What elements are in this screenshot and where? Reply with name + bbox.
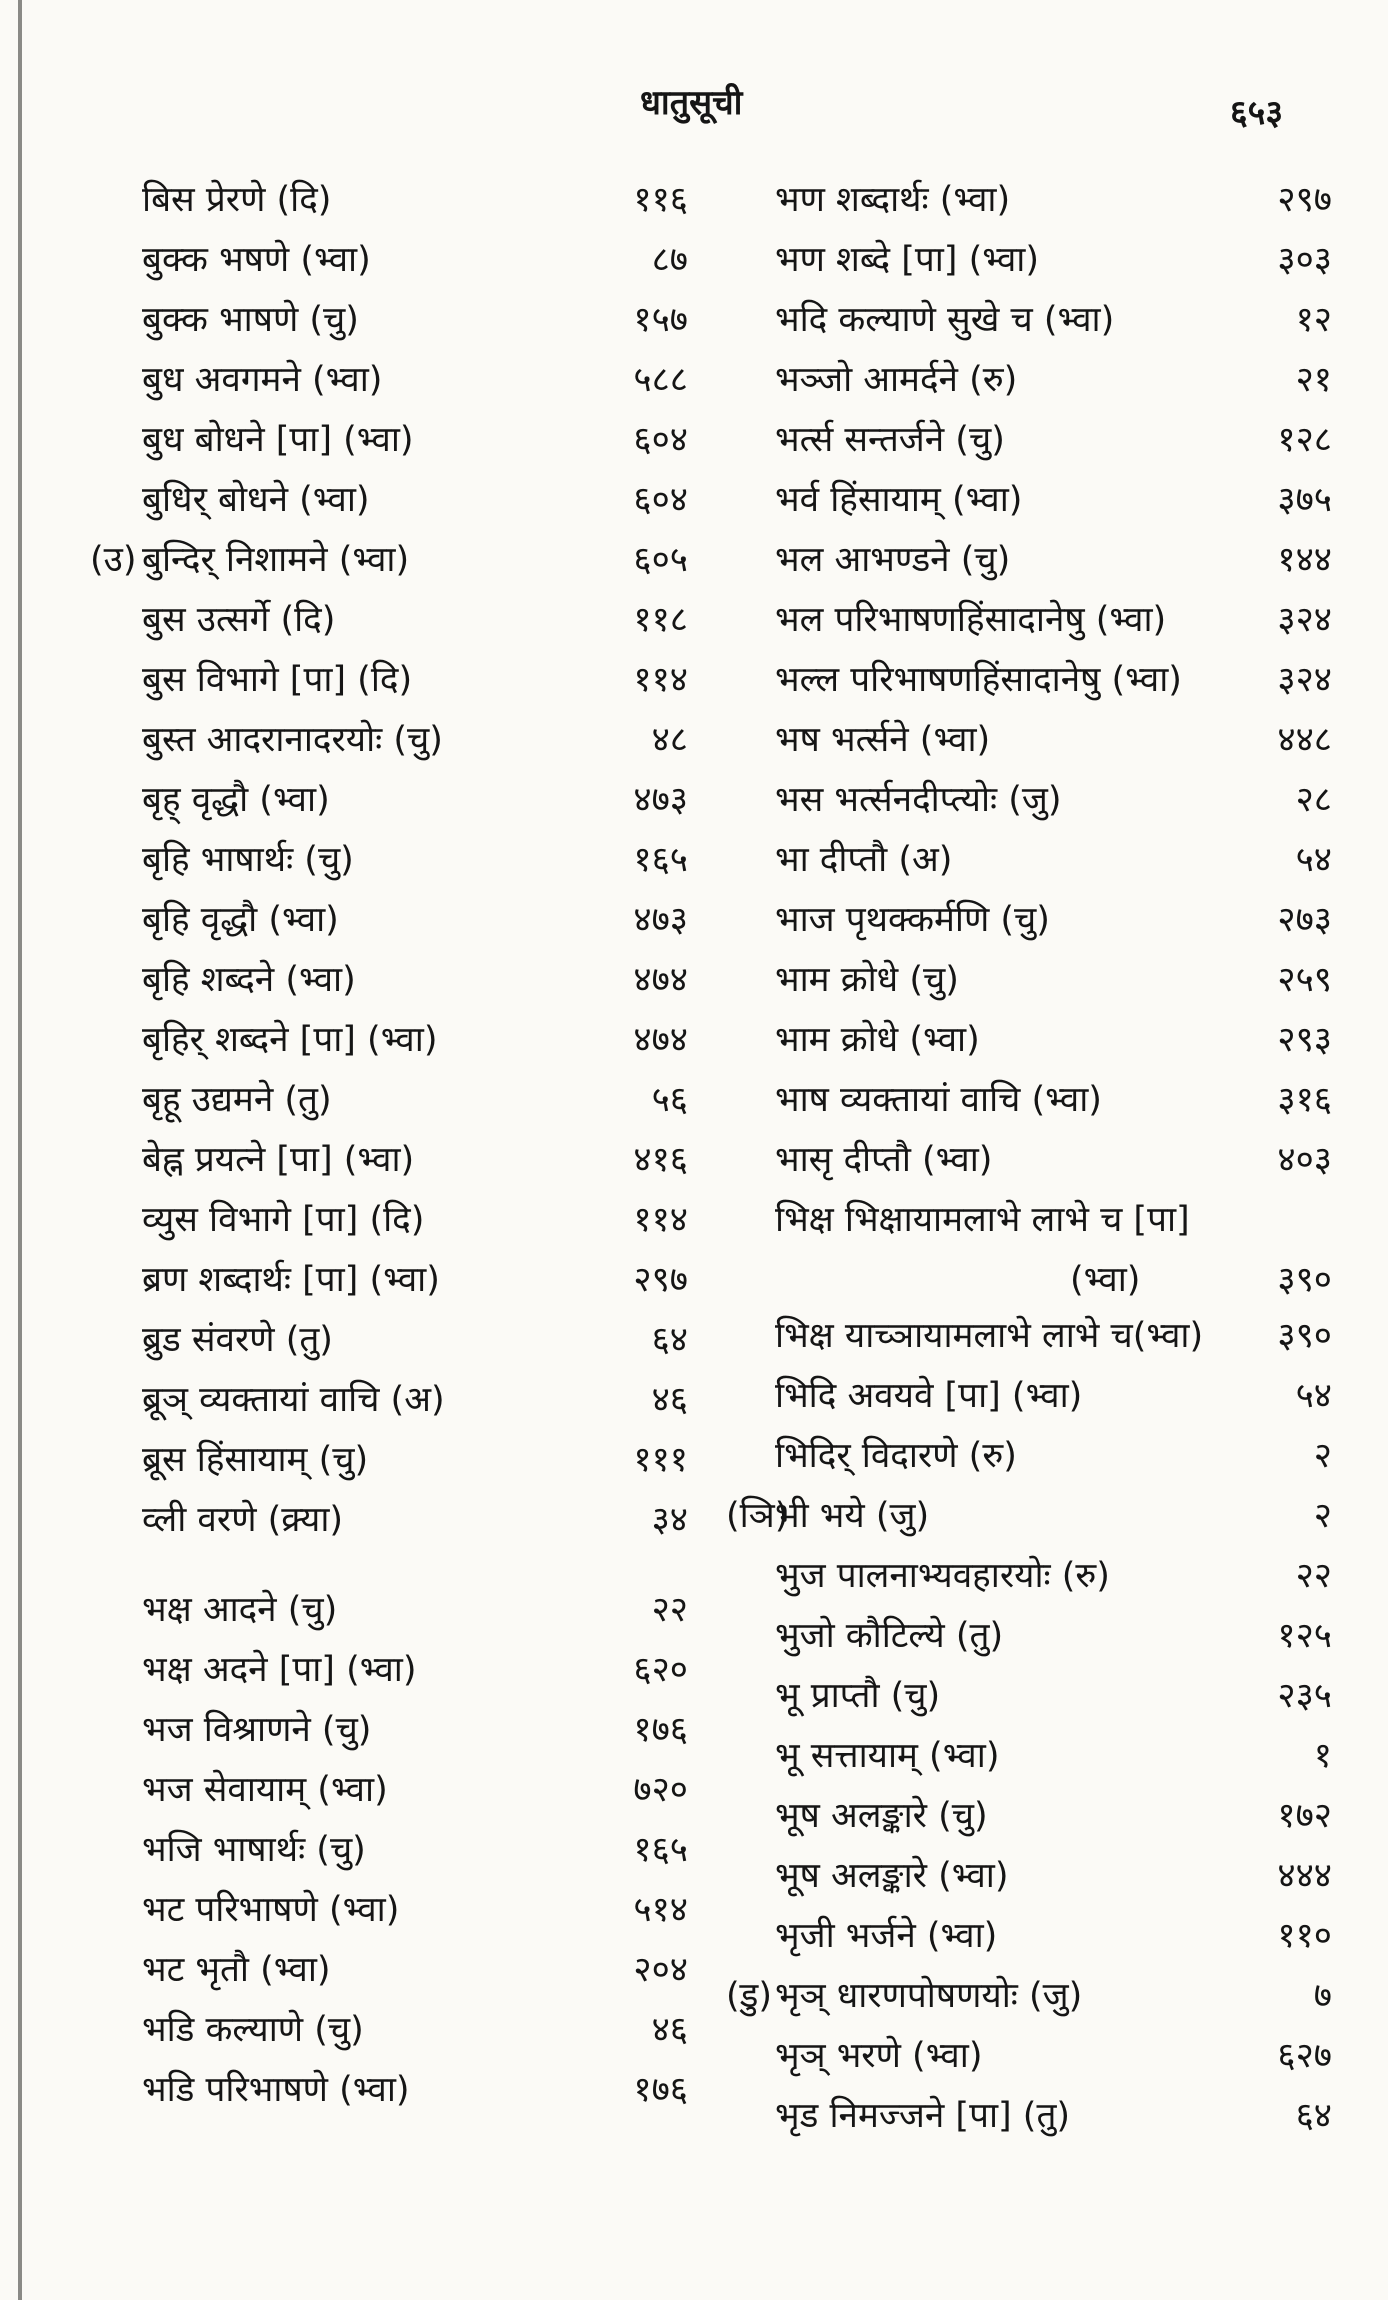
reference-number: ५६ (651, 1080, 688, 1120)
root-entry: भज सेवायाम् (भ्वा) (142, 1770, 388, 1810)
index-row (720, 410, 1350, 470)
root-entry: भिदिर् विदारणे (रु) (775, 1436, 1017, 1476)
reference-number: ११६ (633, 180, 688, 220)
index-row (60, 1310, 700, 1370)
index-row (720, 950, 1350, 1010)
reference-number: ४७४ (633, 960, 688, 1000)
root-entry: भृजी भर्जने (भ्वा) (775, 1916, 998, 1956)
index-row (720, 590, 1350, 650)
root-entry: भृञ् भरणे (भ्वा) (775, 2036, 983, 2076)
index-row (720, 470, 1350, 530)
index-row (720, 2026, 1350, 2086)
index-row (720, 1306, 1350, 1366)
index-row (720, 1486, 1350, 1546)
root-entry: बुधिर् बोधने (भ्वा) (142, 480, 370, 520)
root-entry: भूष अलङ्कारे (चु) (775, 1796, 988, 1836)
reference-number: ६२० (633, 1650, 688, 1690)
reference-number: २७३ (1277, 900, 1332, 940)
index-row (60, 1250, 700, 1310)
reference-number: १६५ (633, 840, 688, 880)
root-entry: भिक्ष भिक्षायामलाभे लाभे च [पा] (775, 1200, 1190, 1240)
index-row (60, 1700, 700, 1760)
reference-number: १२८ (1277, 420, 1332, 460)
index-row (720, 1846, 1350, 1906)
root-entry: बुन्दिर् निशामने (भ्वा) (142, 540, 410, 580)
root-entry: भल्ल परिभाषणहिंसादानेषु (भ्वा) (775, 660, 1182, 700)
reference-number: ५४ (1295, 840, 1332, 880)
root-entry: भृड निमज्जने [पा] (तु) (775, 2096, 1071, 2136)
index-row (720, 770, 1350, 830)
index-row (60, 710, 700, 770)
index-row (60, 1640, 700, 1700)
reference-number: १२५ (1277, 1616, 1332, 1656)
reference-number: ४७३ (633, 780, 688, 820)
reference-number: १५७ (633, 300, 688, 340)
root-entry: भञ्जो आमर्दने (रु) (775, 360, 1018, 400)
root-entry: व्ली वरणे (क्र्या) (142, 1500, 344, 1540)
reference-number: १२ (1295, 300, 1332, 340)
index-row (720, 890, 1350, 950)
reference-number: १११ (633, 1440, 688, 1480)
root-entry: ब्रुड संवरणे (तु) (142, 1320, 333, 1360)
reference-number: ४७४ (633, 1020, 688, 1060)
reference-number: २५९ (1277, 960, 1332, 1000)
index-row (60, 290, 700, 350)
reference-number: ६४ (1295, 2096, 1332, 2136)
root-entry: बुस उत्सर्गे (दि) (142, 600, 336, 640)
root-entry: भू सत्तायाम् (भ्वा) (775, 1736, 1000, 1776)
index-row (60, 170, 700, 230)
reference-number: ६०५ (633, 540, 688, 580)
index-row (60, 1820, 700, 1880)
reference-number: २९७ (633, 1260, 688, 1300)
index-row (60, 1760, 700, 1820)
reference-number: ४६ (651, 1380, 688, 1420)
root-entry: भक्ष आदने (चु) (142, 1590, 338, 1630)
reference-number: ५८८ (633, 360, 688, 400)
index-row (60, 410, 700, 470)
index-row (60, 2000, 700, 2060)
reference-number: ४४८ (1277, 720, 1332, 760)
root-entry: बृहू उद्यमने (तु) (142, 1080, 332, 1120)
reference-number: २८ (1295, 780, 1332, 820)
root-entry: बृहि शब्दने (भ्वा) (142, 960, 356, 1000)
index-row (720, 1366, 1350, 1426)
index-row (60, 350, 700, 410)
root-entry: भजि भाषार्थः (चु) (142, 1830, 366, 1870)
root-entry: भाम क्रोधे (चु) (775, 960, 959, 1000)
reference-number: ३०३ (1277, 240, 1332, 280)
index-row (720, 1966, 1350, 2026)
index-row (60, 2060, 700, 2120)
index-row (60, 1370, 700, 1430)
reference-number: ४८ (651, 720, 688, 760)
reference-number: ३२४ (1277, 660, 1332, 700)
root-entry: बृहिर् शब्दने [पा] (भ्वा) (142, 1020, 438, 1060)
root-entry: भडि परिभाषणे (भ्वा) (142, 2070, 410, 2110)
root-entry: ब्रण शब्दार्थः [पा] (भ्वा) (142, 1260, 440, 1300)
root-entry: भर्व हिंसायाम् (भ्वा) (775, 480, 1023, 520)
reference-number: ३९० (1277, 1260, 1332, 1300)
reference-number: १ (1313, 1736, 1332, 1776)
reference-number: १४४ (1277, 540, 1332, 580)
reference-number: ३९० (1277, 1316, 1332, 1356)
root-entry: बृह् वृद्धौ (भ्वा) (142, 780, 330, 820)
index-row (60, 830, 700, 890)
root-entry: भृञ् धारणपोषणयोः (जु) (775, 1976, 1083, 2016)
reference-number: ३१६ (1277, 1080, 1332, 1120)
reference-number: ५४ (1295, 1376, 1332, 1416)
root-entry: बुक्क भाषणे (चु) (142, 300, 359, 340)
root-entry: बिस प्रेरणे (दि) (142, 180, 332, 220)
index-row (720, 530, 1350, 590)
index-row (720, 1010, 1350, 1070)
root-entry: भाज पृथक्कर्मणि (चु) (775, 900, 1050, 940)
root-entry: भुजो कौटिल्ये (तु) (775, 1616, 1004, 1656)
root-entry: बुस्त आदरानादरयोः (चु) (142, 720, 443, 760)
index-row (60, 1490, 700, 1550)
index-row (720, 1666, 1350, 1726)
root-entry: भाम क्रोधे (भ्वा) (775, 1020, 980, 1060)
root-entry: भिदि अवयवे [पा] (भ्वा) (775, 1376, 1083, 1416)
root-entry: भट परिभाषणे (भ्वा) (142, 1890, 400, 1930)
reference-number: ६४ (651, 1320, 688, 1360)
page-title: धातुसूची (640, 83, 743, 123)
reference-number: ११४ (633, 660, 688, 700)
root-prefix: (डु) (726, 1976, 773, 2016)
index-row (720, 1606, 1350, 1666)
index-row (720, 830, 1350, 890)
root-entry: भज विश्राणने (चु) (142, 1710, 372, 1750)
index-row (60, 950, 700, 1010)
index-row (720, 230, 1350, 290)
index-row (720, 1726, 1350, 1786)
index-row (720, 1070, 1350, 1130)
root-entry: भदि कल्याणे सुखे च (भ्वा) (775, 300, 1115, 340)
root-entry: भू प्राप्तौ (चु) (775, 1676, 941, 1716)
reference-number: ३७५ (1277, 480, 1332, 520)
index-row (60, 1580, 700, 1640)
reference-number: २९७ (1277, 180, 1332, 220)
root-entry: भल परिभाषणहिंसादानेषु (भ्वा) (775, 600, 1167, 640)
index-row (720, 350, 1350, 410)
index-row (60, 1430, 700, 1490)
root-entry: भस भर्त्सनदीप्त्योः (जु) (775, 780, 1062, 820)
root-entry: बुध बोधने [पा] (भ्वा) (142, 420, 414, 460)
index-row (720, 1426, 1350, 1486)
reference-number: १७६ (633, 2070, 688, 2110)
index-row (720, 650, 1350, 710)
root-entry: बृहि वृद्धौ (भ्वा) (142, 900, 339, 940)
section-gap (60, 1550, 700, 1580)
reference-number: ८७ (651, 240, 688, 280)
reference-number: ४४४ (1277, 1856, 1332, 1896)
reference-number: १६५ (633, 1830, 688, 1870)
index-row (60, 590, 700, 650)
reference-number: ६२७ (1277, 2036, 1332, 2076)
reference-number: ४७३ (633, 900, 688, 940)
root-entry: भर्त्स सन्तर्जने (चु) (775, 420, 1005, 460)
reference-number: ४६ (651, 2010, 688, 2050)
reference-number: २ (1313, 1496, 1332, 1536)
index-row (720, 710, 1350, 770)
index-row (60, 1130, 700, 1190)
reference-number: ७ (1313, 1976, 1332, 2016)
root-entry: बुध अवगमने (भ्वा) (142, 360, 383, 400)
reference-number: १७२ (1277, 1796, 1332, 1836)
reference-number: २०४ (633, 1950, 688, 1990)
page-number: ६५३ (1230, 93, 1284, 133)
reference-number: २९३ (1277, 1020, 1332, 1060)
index-row (720, 1190, 1350, 1250)
reference-number: ११० (1277, 1916, 1332, 1956)
index-row (60, 1880, 700, 1940)
index-row (720, 290, 1350, 350)
reference-number: ७२० (633, 1770, 688, 1810)
reference-number: ११८ (633, 600, 688, 640)
index-row (60, 470, 700, 530)
root-entry: भासृ दीप्तौ (भ्वा) (775, 1140, 993, 1180)
root-entry: (भ्वा) (1070, 1260, 1141, 1300)
reference-number: २२ (1295, 1556, 1332, 1596)
index-row (60, 890, 700, 950)
root-entry: भक्ष अदने [पा] (भ्वा) (142, 1650, 417, 1690)
root-entry: भी भये (जु) (775, 1496, 930, 1536)
index-row (720, 170, 1350, 230)
root-prefix: (उ) (90, 540, 137, 580)
root-entry: भट भृतौ (भ्वा) (142, 1950, 331, 1990)
root-entry: भाष व्यक्तायां वाचि (भ्वा) (775, 1080, 1102, 1120)
index-row (60, 530, 700, 590)
root-entry: भडि कल्याणे (चु) (142, 2010, 364, 2050)
reference-number: २ (1313, 1436, 1332, 1476)
reference-number: ४१६ (633, 1140, 688, 1180)
index-row (60, 1070, 700, 1130)
reference-number: २१ (1295, 360, 1332, 400)
reference-number: २२ (651, 1590, 688, 1630)
reference-number: १७६ (633, 1710, 688, 1750)
reference-number: ६०४ (633, 480, 688, 520)
index-row (60, 1940, 700, 2000)
root-entry: भण शब्दे [पा] (भ्वा) (775, 240, 1040, 280)
right-column-index (720, 170, 1350, 2146)
index-row (720, 1546, 1350, 1606)
root-entry: भल आभण्डने (चु) (775, 540, 1011, 580)
reference-number: २३५ (1277, 1676, 1332, 1716)
root-entry: भष भर्त्सने (भ्वा) (775, 720, 991, 760)
index-row (60, 230, 700, 290)
reference-number: ३२४ (1277, 600, 1332, 640)
root-prefix: (ञि) (726, 1496, 789, 1536)
index-row (720, 2086, 1350, 2146)
root-entry: बृहि भाषार्थः (चु) (142, 840, 354, 880)
index-row (720, 1786, 1350, 1846)
index-row (720, 1130, 1350, 1190)
page-spine-edge (18, 0, 22, 2300)
root-entry: व्युस विभागे [पा] (दि) (142, 1200, 425, 1240)
root-entry: ब्रूस हिंसायाम् (चु) (142, 1440, 369, 1480)
root-entry: बुक्क भषणे (भ्वा) (142, 240, 371, 280)
root-entry: भण शब्दार्थः (भ्वा) (775, 180, 1011, 220)
index-row (60, 1010, 700, 1070)
root-entry: बुस विभागे [पा] (दि) (142, 660, 413, 700)
reference-number: ३४ (651, 1500, 688, 1540)
root-entry: भिक्ष याच्ञायामलाभे लाभे च(भ्वा) (775, 1316, 1204, 1356)
index-row (720, 1906, 1350, 1966)
reference-number: ६०४ (633, 420, 688, 460)
index-row-continuation (720, 1250, 1350, 1306)
root-entry: ब्रूञ् व्यक्तायां वाचि (अ) (142, 1380, 445, 1420)
index-row (60, 770, 700, 830)
left-column-index (60, 170, 700, 2120)
index-row (60, 1190, 700, 1250)
index-row (60, 650, 700, 710)
root-entry: बेह्न प्रयत्ने [पा] (भ्वा) (142, 1140, 415, 1180)
root-entry: भुज पालनाभ्यवहारयोः (रु) (775, 1556, 1110, 1596)
reference-number: ५१४ (633, 1890, 688, 1930)
reference-number: ४०३ (1277, 1140, 1332, 1180)
root-entry: भूष अलङ्कारे (भ्वा) (775, 1856, 1009, 1896)
reference-number: ११४ (633, 1200, 688, 1240)
root-entry: भा दीप्तौ (अ) (775, 840, 953, 880)
